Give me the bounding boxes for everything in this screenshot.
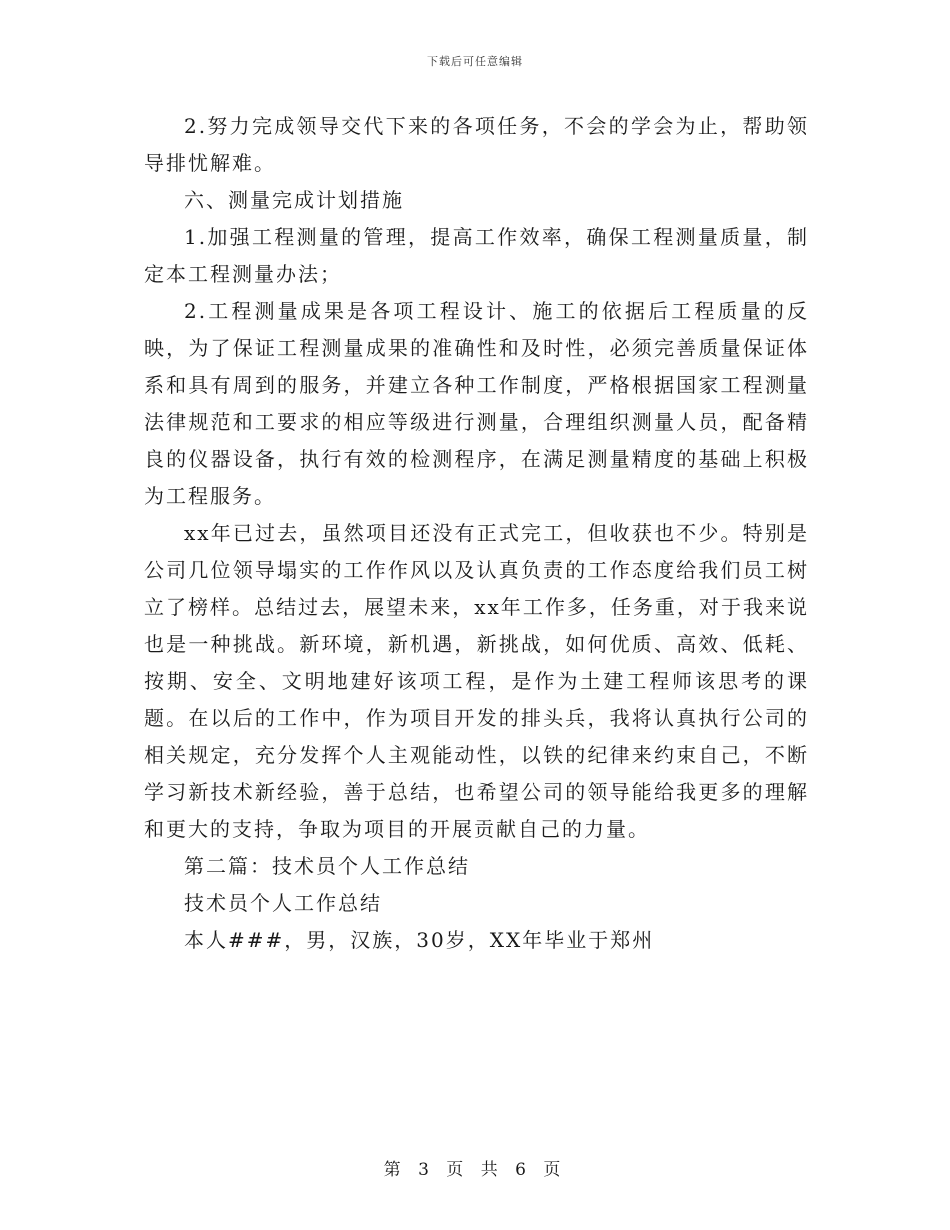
paragraph: 本人###，男，汉族，30岁，XX年毕业于郑州 — [184, 928, 655, 952]
page-footer: 第 3 页 共 6 页 — [383, 1160, 567, 1180]
page-header: 下载后可任意编辑 — [427, 55, 523, 68]
paragraph: 1.加强工程测量的管理，提高工作效率，确保工程测量质量，制定本工程测量办法； — [144, 225, 809, 286]
document-body — [144, 108, 809, 959]
paragraph: 2.努力完成领导交代下来的各项任务，不会的学会为止，帮助领导排忧解难。 — [144, 114, 809, 175]
paragraph: 2.工程测量成果是各项工程设计、施工的依据后工程质量的反映，为了保证工程测量成果的准确性和及时性，必须完善质量保证体系和具有周到的服务，并建立各种工作制度，严格根据国家工程测量法律规范和工要求的相应等级进行测量，合理组织测量人员，配备精良的仪器设备，执行有效的检测程序，在满足测量精度的基础上积极为工程服务。 — [144, 299, 809, 508]
section-heading: 六、测量完成计划措施 — [184, 188, 404, 212]
paragraph: xx年已过去，虽然项目还没有正式完工，但收获也不少。特别是公司几位领导塌实的工作作风以及认真负责的工作态度给我们员工树立了榜样。总结过去，展望未来，xx年工作多，任务重，对于我来说也是一种挑战。新环境，新机遇，新挑战，如何优质、高效、低耗、按期、安全、文明地建好该项工程，是作为土建工程师该思考的课题。在以后的工作中，作为项目开发的排头兵，我将认真执行公司的相关规定，充分发挥个人主观能动性，以铁的纪律来约束自己，不断学习新技术新经验，善于总结，也希望公司的领导能给我更多的理解和更大的支持，争取为项目的开展贡献自己的力量。 — [144, 521, 809, 841]
document-title: 技术员个人工作总结 — [184, 891, 382, 915]
chapter-heading: 第二篇：技术员个人工作总结 — [184, 854, 470, 878]
